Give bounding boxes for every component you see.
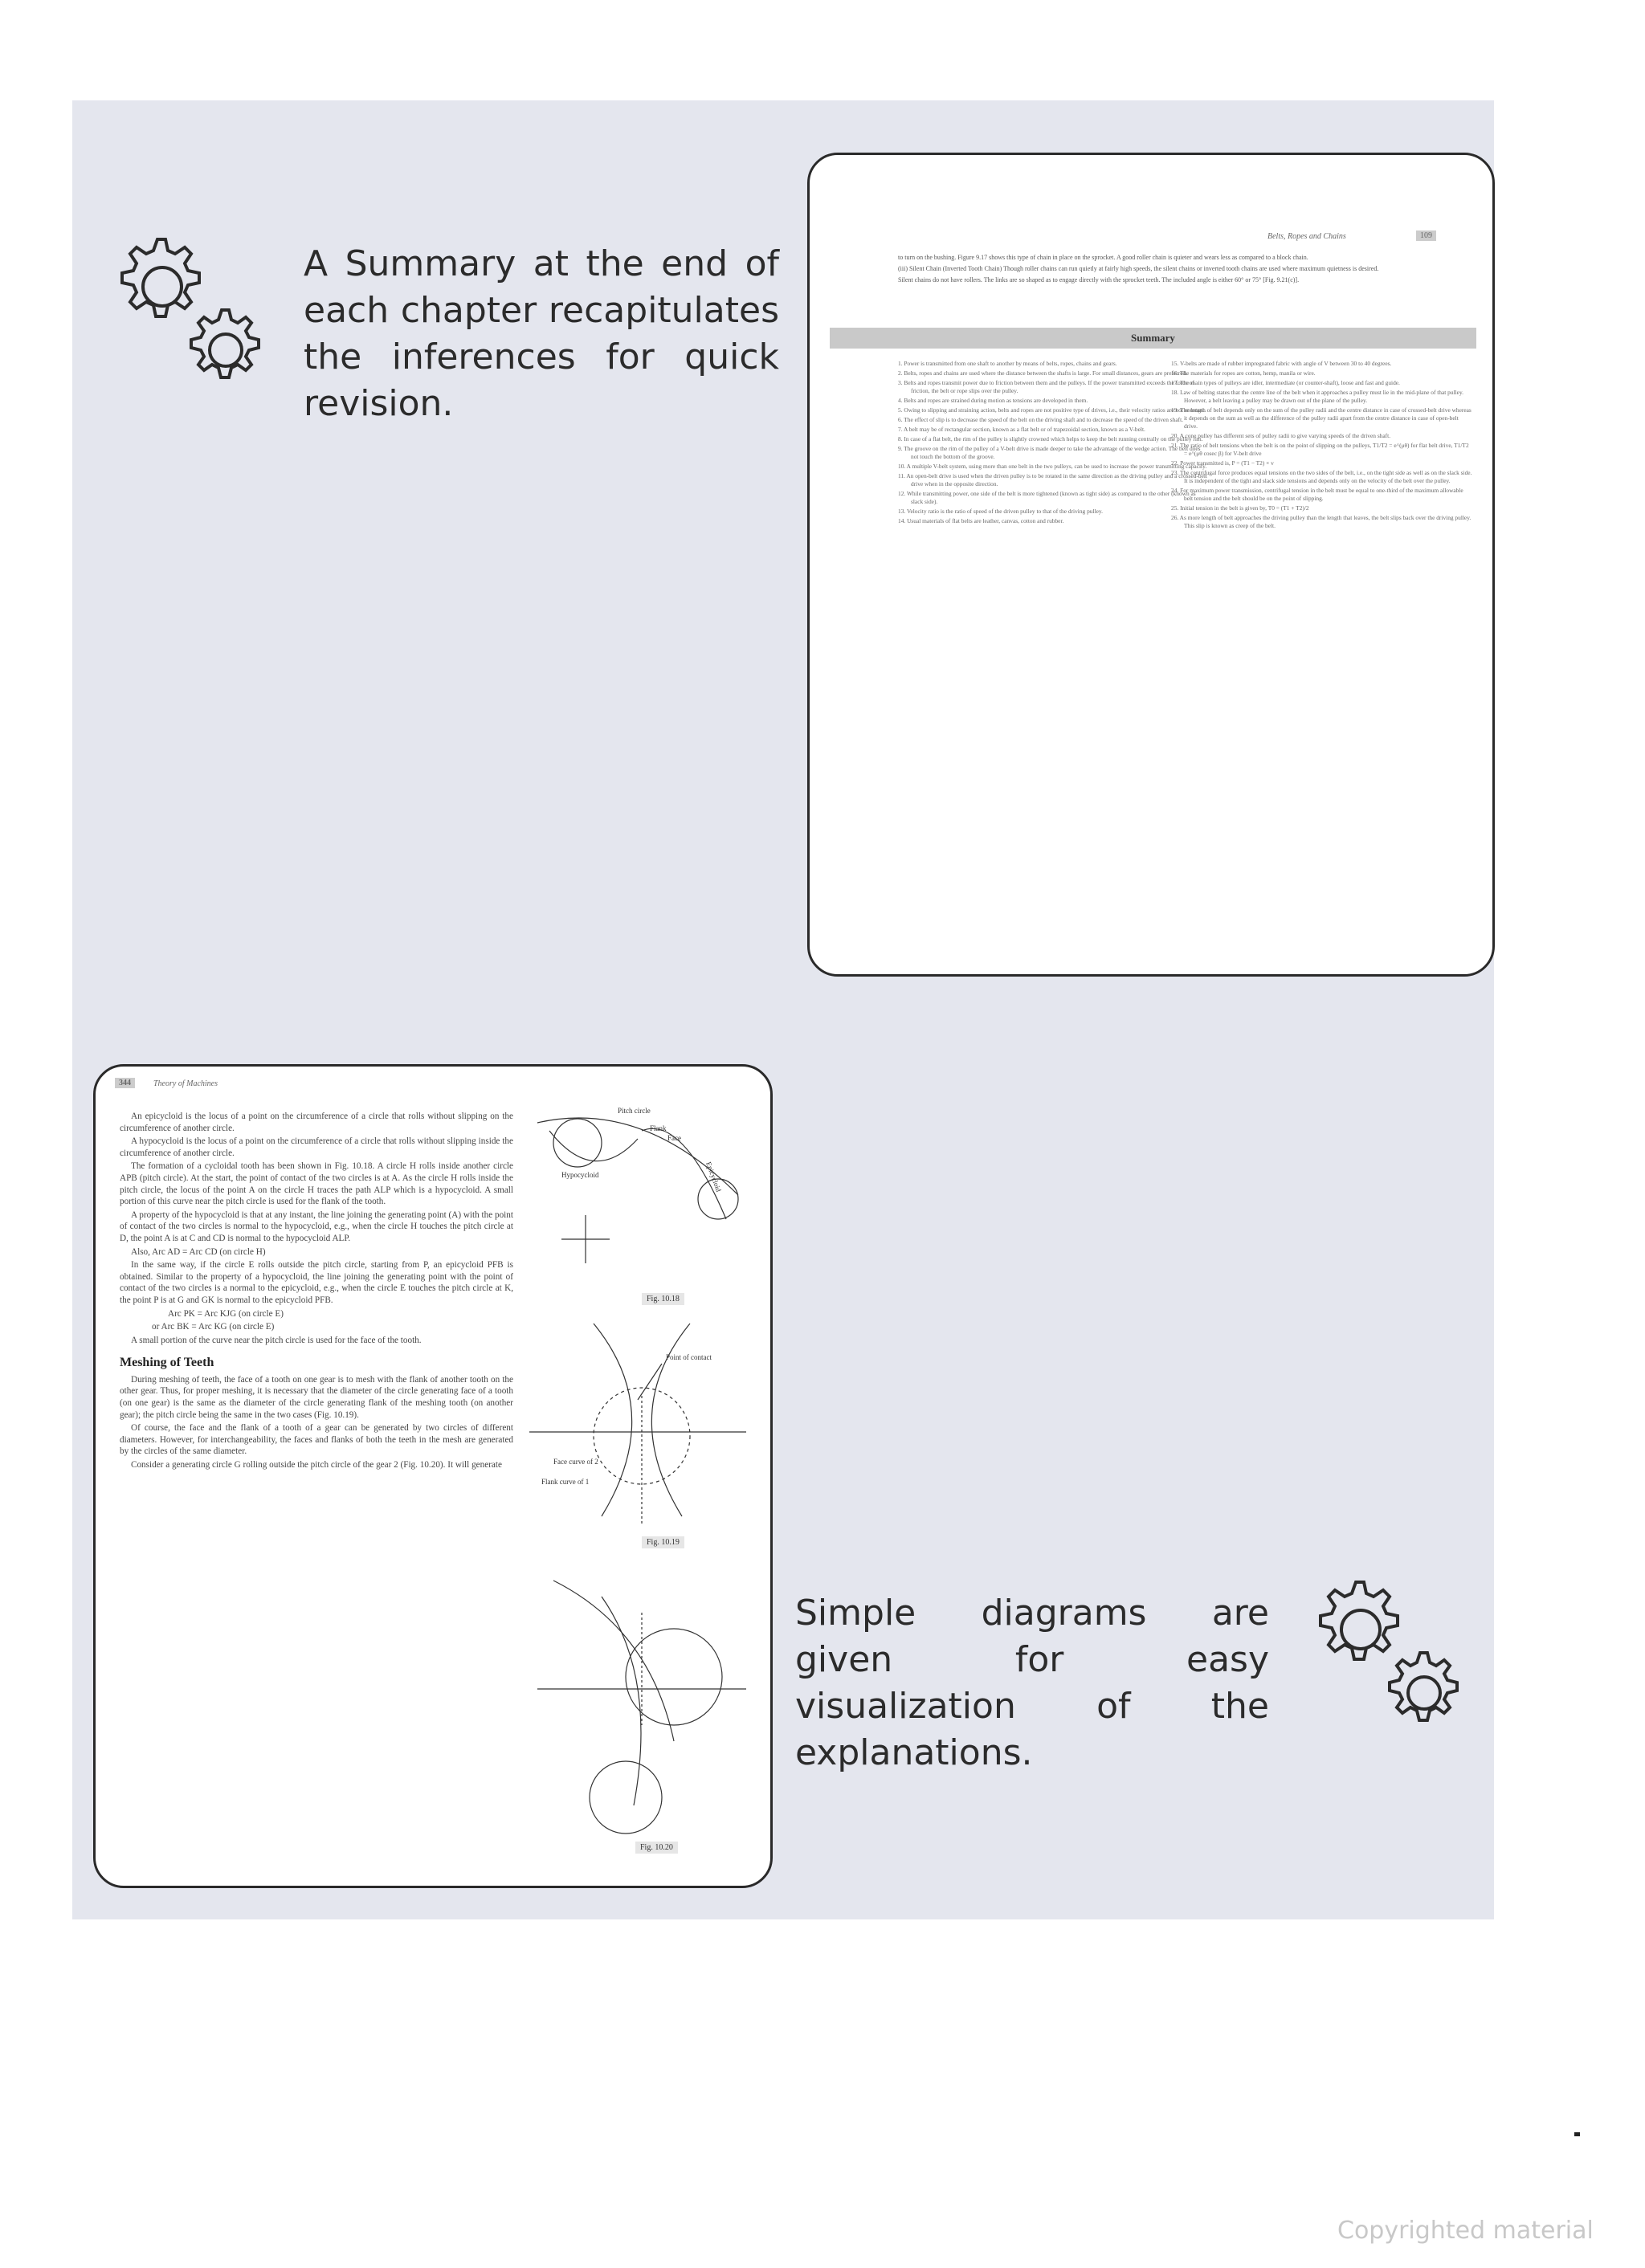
paragraph: Of course, the face and the flank of a tooth of a gear can be generated by two circles of different diameters. However, for interchangeability, the faces and flanks of both the teeth in the mesh are generated by the circles of the same diameter. xyxy=(120,1423,513,1457)
summary-item: 2. Belts, ropes and chains are used where the distance between the shafts is large. For small distances, gears are preferred. xyxy=(898,369,1188,377)
figure-caption: Fig. 10.20 xyxy=(635,1842,678,1854)
summary-item: 17. The main types of pulleys are idler, intermediate (or counter-shaft), loose and fast and guide. xyxy=(1171,379,1400,386)
flank-curve-label: Flank curve of 1 xyxy=(541,1478,590,1486)
summary-item: 18. Law of belting states that the centre line of the belt when it approaches a pulley must lie in the mid-plane of that pulley. However, a belt leaving a pulley may be drawn out of the plane of the pulley. xyxy=(1171,389,1464,404)
page-number: 109 xyxy=(1416,230,1436,241)
generating-circle-figure xyxy=(521,1564,754,1838)
summary-item: 7. A belt may be of rectangular section, known as a flat belt or of trapezoidal section, known as a V-belt. xyxy=(898,426,1145,433)
gears-icon xyxy=(95,223,280,424)
summary-item: 10. A multiple V-belt system, using more than one belt in the two pulleys, can be used to increase the power transmitting capacity. xyxy=(898,463,1207,470)
intro-text xyxy=(898,253,1476,284)
paragraph: Consider a generating circle G rolling outside the pitch circle of the gear 2 (Fig. 10.20). It will generate xyxy=(131,1460,502,1471)
paragraph: In the same way, if the circle E rolls outside the pitch circle, starting from P, an epicycloid PFB is obtained. Similar to the property of a hypocycloid, the line joining the generating point with the point of contact of the two circles is a normal to the epicycloid, e.g., when the circle E touches the pitch circle at K, the point P is at G and GK is normal to the epicycloid PFB. xyxy=(120,1260,513,1305)
figure-caption: Fig. 10.18 xyxy=(642,1293,684,1305)
summary-item: 22. Power transmitted is, P = (T1 − T2) × v xyxy=(1171,459,1274,467)
summary-item: 24. For maximum power transmission, centrifugal tension in the belt must be equal to one-third of the maximum allowable belt tension and the belt should be on the point of slipping. xyxy=(1171,487,1463,502)
paragraph: A hypocycloid is the locus of a point on the circumference of a circle that rolls without slipping inside the circumference of another circle. xyxy=(120,1136,513,1158)
point-of-contact-label: Point of contact xyxy=(666,1353,712,1361)
summary-item: 1. Power is transmitted from one shaft to another by means of belts, ropes, chains and gears. xyxy=(898,360,1117,367)
running-head: Belts, Ropes and Chains xyxy=(1267,232,1346,241)
summary-item: 5. Owing to slipping and straining action, belts and ropes are not positive type of drives, i.e., their velocity ratios are not constant. xyxy=(898,406,1206,414)
diagrams-page-card xyxy=(93,1064,773,1888)
intro-line: Silent chains do not have rollers. The links are so shaped as to engage directly with the sprocket teeth. The included angle is either 60° or 75° [Fig. 9.21(c)]. xyxy=(898,276,1300,284)
stray-mark xyxy=(1574,2132,1580,2136)
paragraph: The formation of a cycloidal tooth has been shown in Fig. 10.18. A circle H rolls inside another circle APB (pitch circle). At the start, the point of contact of the two circles is at A. As the circle H rolls inside the pitch circle, the locus of the point A on the circle H traces the path ALP which is a hypocycloid. A small portion of this curve near the pitch circle is used for the flank of the tooth. xyxy=(120,1161,513,1207)
epicycloid-label: Epicycloid xyxy=(704,1161,723,1193)
summary-item: 11. An open-belt drive is used when the driven pulley is to be rotated in the same direction as the driving pulley and a crossed-belt drive when in the opposite direction. xyxy=(898,472,1207,487)
summary-item: 8. In case of a flat belt, the rim of the pulley is slightly crowned which helps to keep the belt running centrally on the pulley rim. xyxy=(898,435,1203,443)
paragraph: Also, Arc AD = Arc CD (on circle H) xyxy=(131,1246,266,1257)
paragraph: A property of the hypocycloid is that at any instant, the line joining the generating point (A) with the point of contact of the two circles is normal to the hypocycloid, e.g., when the circle H touches the pitch circle at D, the point A is at C and CD is normal to the hypocycloid ALP. xyxy=(120,1209,513,1243)
summary-title: Summary xyxy=(830,328,1476,349)
summary-item: 3. Belts and ropes transmit power due to friction between them and the pulleys. If the power transmitted exceeds the force of friction, the belt or rope slips over the pulley. xyxy=(898,379,1194,394)
summary-callout: A Summary at the end of each chapter recapitulates the inferences for quick revision. xyxy=(304,243,779,424)
summary-item: 16. The materials for ropes are cotton, hemp, manila or wire. xyxy=(1171,369,1316,377)
summary-item: 25. Initial tension in the belt is given by, T0 = (T1 + T2)/2 xyxy=(1171,504,1309,512)
gears-icon xyxy=(1293,1566,1478,1767)
summary-right-column xyxy=(1171,360,1472,532)
running-head: Theory of Machines xyxy=(153,1079,218,1088)
meshing-figure xyxy=(521,1316,754,1532)
copyright-notice: Copyrighted material xyxy=(1337,2217,1594,2245)
summary-item: 19. The length of belt depends only on the sum of the pulley radii and the centre distance in case of crossed-belt drive whereas it depends on the sum as well as the difference of the pulley radii apart from the centre distance in case of open-belt drive. xyxy=(1171,406,1472,430)
page-number: 344 xyxy=(115,1078,135,1088)
paragraph: A small portion of the curve near the pitch circle is used for the face of the tooth. xyxy=(131,1335,422,1345)
hypocycloid-label: Hypocycloid xyxy=(561,1171,599,1179)
figure-caption: Fig. 10.19 xyxy=(642,1536,684,1548)
face-curve-label: Face curve of 2 xyxy=(553,1458,598,1466)
hypocycloid-figure xyxy=(521,1099,754,1291)
summary-item: 20. A cone pulley has different sets of pulley radii to give varying speeds of the driven shaft. xyxy=(1171,432,1391,439)
summary-item: 14. Usual materials of flat belts are leather, canvas, cotton and rubber. xyxy=(898,517,1064,524)
face-label: Face xyxy=(667,1134,681,1142)
intro-line: (iii) Silent Chain (Inverted Tooth Chain) Though roller chains can run quietly at fairly high speeds, the silent chains or inverted tooth chains are used where maximum quietness is desired. xyxy=(898,265,1379,272)
summary-item: 26. As more length of belt approaches the driving pulley than the length that leaves, the belt slips back over the driving pulley. This slip is known as creep of the belt. xyxy=(1171,514,1472,529)
summary-item: 9. The groove on the rim of the pulley of a V-belt drive is made deeper to take the advantage of the wedge action. The belt does not touch the bottom of the groove. xyxy=(898,445,1201,460)
body-text xyxy=(120,1111,513,1473)
summary-item: 4. Belts and ropes are strained during motion as tensions are developed in them. xyxy=(898,397,1088,404)
diagrams-callout: Simple diagrams are given for easy visualization of the explanations. xyxy=(795,1593,1269,1773)
summary-item: 12. While transmitting power, one side of the belt is more tightened (known as tight side) as compared to the other (known as slack side). xyxy=(898,490,1196,505)
summary-item: 23. The centrifugal force produces equal tensions on the two sides of the belt, i.e., on the tight side as well as on the slack side. It is independent of the tight and slack side tensions and depends only on the velocity of the belt over the pulley. xyxy=(1171,469,1472,484)
summary-item: 15. V-belts are made of rubber impregnated fabric with angle of V between 30 to 40 degrees. xyxy=(1171,360,1392,367)
pitch-circle-label: Pitch circle xyxy=(618,1107,651,1115)
summary-item: 21. The ratio of belt tensions when the belt is on the point of slipping on the pulleys, T1/T2 = e^(μθ) for flat belt drive, T1/T2 = e^(μθ cosec β) for V-belt drive xyxy=(1171,442,1469,457)
summary-item: 13. Velocity ratio is the ratio of speed of the driven pulley to that of the driving pulley. xyxy=(898,508,1103,515)
intro-line: to turn on the bushing. Figure 9.17 shows this type of chain in place on the sprocket. A good roller chain is quieter and wears less as compared to a block chain. xyxy=(898,254,1308,261)
summary-left-column xyxy=(898,360,1207,527)
paragraph: During meshing of teeth, the face of a tooth on one gear is to mesh with the flank of another tooth on the other gear. Thus, for proper meshing, it is necessary that the diameter of the circle generating face of a tooth (on one gear) is the same as the diameter of the circle generating flank of the meshing tooth (on another gear); the pitch circle being the same in the two cases (Fig. 10.19). xyxy=(120,1374,513,1420)
flank-label: Flank xyxy=(650,1124,667,1132)
equation: Arc PK = Arc KJG (on circle E) xyxy=(168,1308,284,1319)
section-heading: Meshing of Teeth xyxy=(120,1356,214,1370)
summary-item: 6. The effect of slip is to decrease the speed of the belt on the driving shaft and to decrease the speed of the driven shaft. xyxy=(898,416,1183,423)
equation: or Arc BK = Arc KG (on circle E) xyxy=(152,1322,275,1332)
paragraph: An epicycloid is the locus of a point on the circumference of a circle that rolls without slipping on the circumference of another circle. xyxy=(120,1112,513,1133)
summary-page-card xyxy=(807,153,1495,977)
